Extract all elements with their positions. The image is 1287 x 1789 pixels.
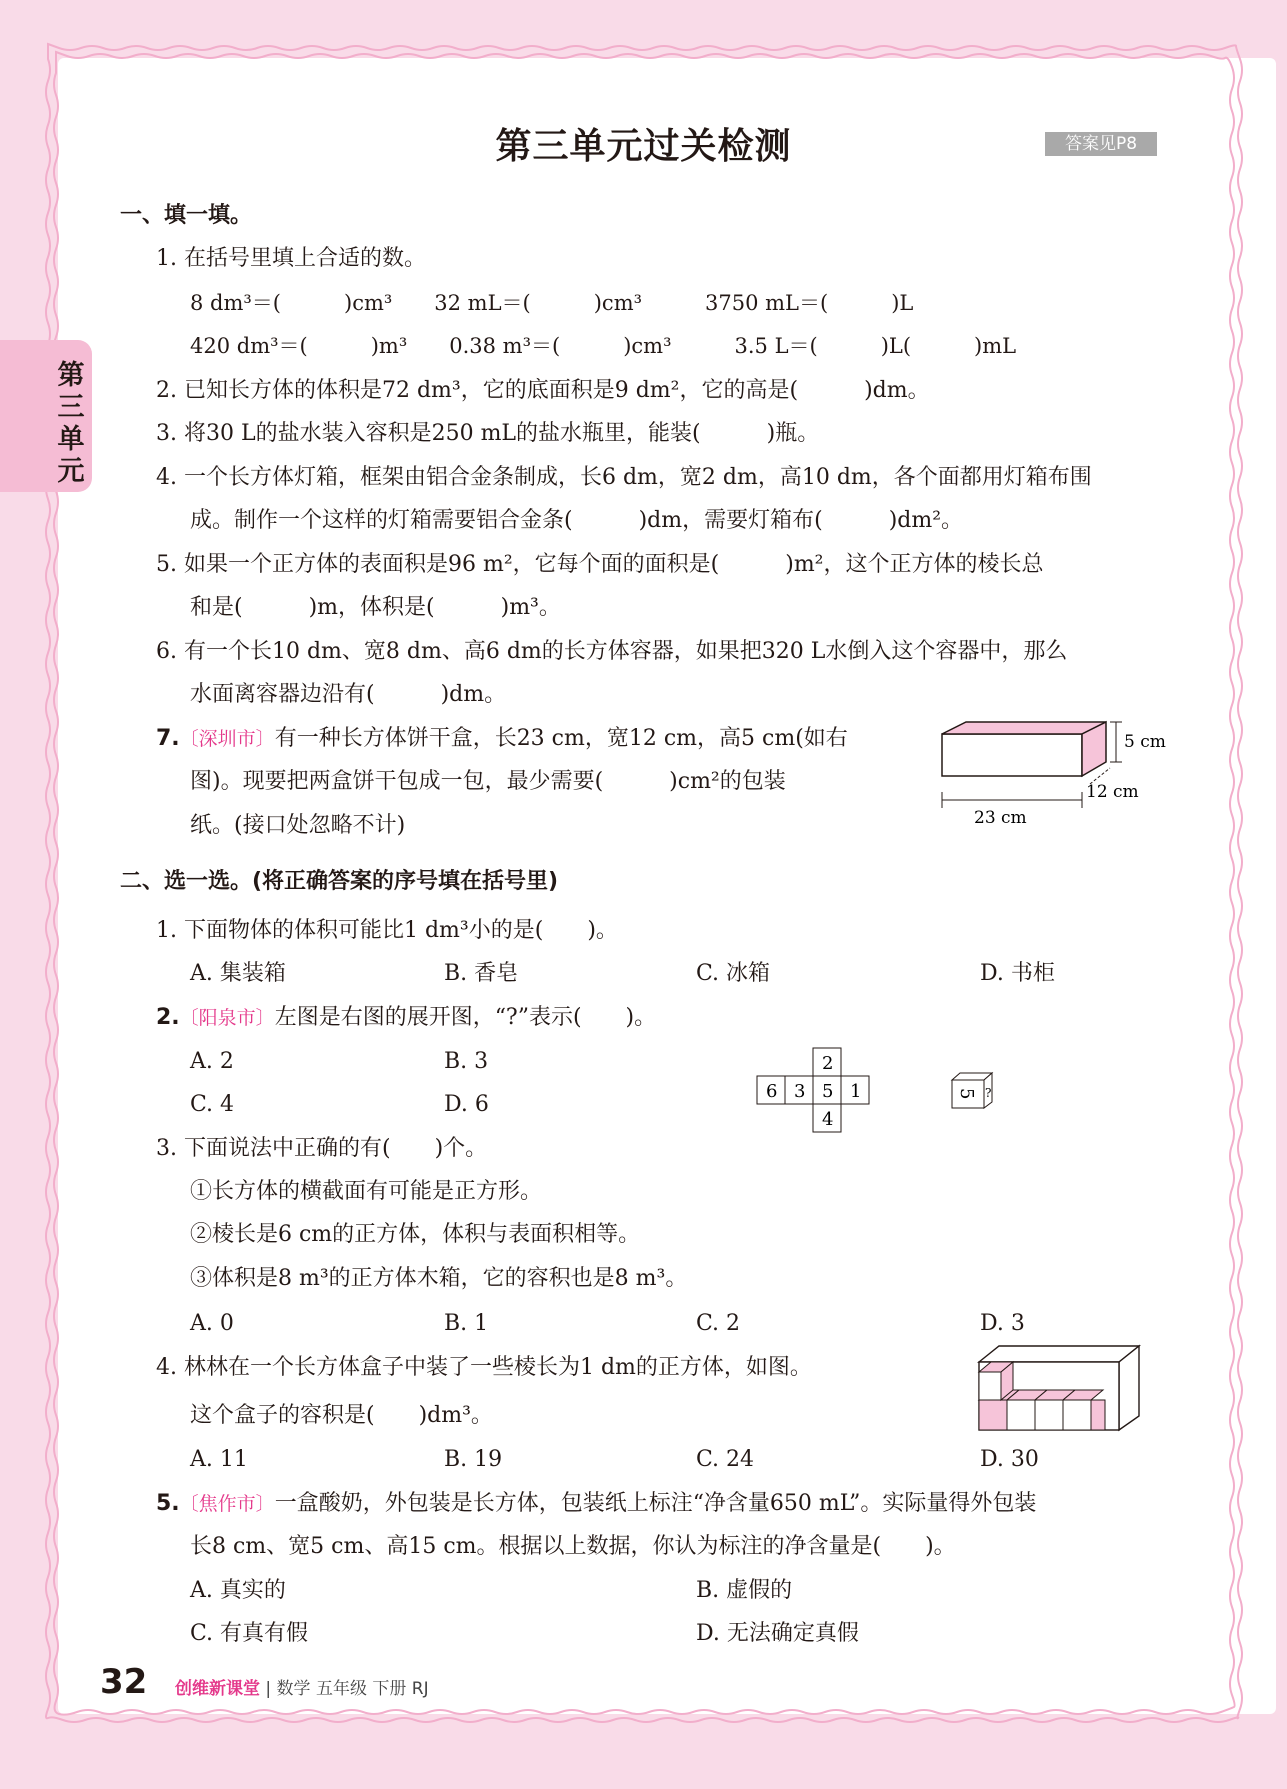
q2-1-option-b: B. 香皂 <box>444 961 519 986</box>
q2-2-number: 2. <box>156 1005 180 1030</box>
q2-1-option-a: A. 集装箱 <box>190 961 286 986</box>
q2-2-option-c: C. 4 <box>190 1092 235 1117</box>
q1-2: 2. 已知长方体的体积是72 dm³，它的底面积是9 dm²，它的高是( )dm。 <box>156 378 930 403</box>
q2-5-line1 <box>156 1489 1036 1519</box>
q2-4-option-c: C. 24 <box>696 1447 755 1472</box>
q2-5-option-b: B. 虚假的 <box>696 1578 793 1603</box>
q2-2-city-tag: 〔阳泉市〕 <box>179 1007 275 1029</box>
box-front-face <box>942 734 1082 776</box>
q1-3: 3. 将30 L的盐水装入容积是250 mL的盐水瓶里，能装( )瓶。 <box>156 421 820 446</box>
q2-5-option-d: D. 无法确定真假 <box>696 1621 859 1646</box>
net-label-top: 2 <box>822 1053 834 1074</box>
width-label: 12 cm <box>1086 782 1139 802</box>
section1-heading: 一、填一填。 <box>120 203 253 228</box>
q1-1-stem: 1. 在括号里填上合适的数。 <box>156 246 426 271</box>
q2-3-stem: 3. 下面说法中正确的有( )个。 <box>156 1136 488 1161</box>
q1-1-row2: 420 dm³＝( )m³ 0.38 m³＝( )cm³ 3.5 L＝( )L( )mL <box>190 334 1017 358</box>
q2-3-option-b: B. 1 <box>444 1311 489 1336</box>
q2-3-option-a: A. 0 <box>190 1311 234 1336</box>
q2-3-item-1: ①长方体的横截面有可能是正方形。 <box>190 1179 543 1204</box>
q1-4-line2: 成。制作一个这样的灯箱需要铝合金条( )dm，需要灯箱布( )dm²。 <box>190 508 964 533</box>
q2-5-number: 5. <box>156 1491 180 1516</box>
q2-3-item-3: ③体积是8 m³的正方体木箱，它的容积也是8 m³。 <box>190 1266 688 1291</box>
q2-4-line1: 4. 林林在一个长方体盒子中装了一些棱长为1 dm的正方体，如图。 <box>156 1355 812 1380</box>
q1-6-line2: 水面离容器边沿有( )dm。 <box>190 682 507 707</box>
height-label: 5 cm <box>1124 732 1166 752</box>
q2-5-option-c: C. 有真有假 <box>190 1621 309 1646</box>
page-title: 第三单元过关检测 <box>495 126 792 167</box>
net-label-3: 5 <box>822 1081 834 1102</box>
net-label-1: 6 <box>766 1081 778 1102</box>
q2-5-option-a: A. 真实的 <box>190 1578 286 1603</box>
cube-side-label: ? <box>985 1086 992 1100</box>
q1-7-line1 <box>156 724 848 754</box>
q1-7-city-tag: 〔深圳市〕 <box>179 728 275 750</box>
biscuit-box-figure <box>930 720 1166 840</box>
net-label-bottom: 4 <box>822 1109 834 1130</box>
q2-1-option-c: C. 冰箱 <box>696 961 771 986</box>
q2-4-line2: 这个盒子的容积是( )dm³。 <box>190 1403 493 1428</box>
footer-brand-name: 创维新课堂 <box>175 1679 260 1699</box>
cube-net-figure <box>755 1046 875 1136</box>
net-label-2: 3 <box>794 1081 806 1102</box>
q1-7-text1: 有一种长方体饼干盒，长23 cm，宽12 cm，高5 cm(如右 <box>274 726 848 751</box>
net-label-4: 1 <box>850 1081 862 1102</box>
cube-front-label: 5 <box>956 1088 977 1100</box>
q2-4-option-a: A. 11 <box>190 1447 248 1472</box>
q2-3-item-2: ②棱长是6 cm的正方体，体积与表面积相等。 <box>190 1222 641 1247</box>
q2-3-option-d: D. 3 <box>980 1311 1025 1336</box>
footer-brand: 创维新课堂 | 数学 五年级 下册 RJ <box>175 1679 429 1699</box>
q2-5-city-tag: 〔焦作市〕 <box>179 1493 275 1515</box>
page-number: 32 <box>100 1662 148 1702</box>
q2-5-text1: 一盒酸奶，外包装是长方体，包装纸上标注“净含量650 mL”。实际量得外包装 <box>274 1491 1037 1516</box>
q2-4-option-b: B. 19 <box>444 1447 503 1472</box>
box-with-cubes-figure <box>975 1342 1145 1434</box>
q2-2-text: 左图是右图的展开图，“?”表示( )。 <box>274 1005 657 1030</box>
box-top-face <box>942 722 1106 734</box>
footer-subject: 数学 五年级 下册 RJ <box>276 1679 429 1699</box>
side-tab-label: 第三单元 <box>57 360 85 487</box>
q2-2-option-b: B. 3 <box>444 1049 489 1074</box>
q2-1-option-d: D. 书柜 <box>980 961 1055 986</box>
q1-7-line3: 纸。(接口处忽略不计) <box>190 813 406 838</box>
q1-5-line2: 和是( )m，体积是( )m³。 <box>190 595 561 620</box>
q2-2-option-a: A. 2 <box>190 1049 234 1074</box>
q1-5-line1: 5. 如果一个正方体的表面积是96 m²，它每个面的面积是( )m²，这个正方体的棱长总 <box>156 552 1044 577</box>
q2-2-stem <box>156 1003 656 1033</box>
q2-5-line2: 长8 cm、宽5 cm、高15 cm。根据以上数据，你认为标注的净含量是( )。 <box>190 1534 956 1559</box>
q1-4-line1: 4. 一个长方体灯箱，框架由铝合金条制成，长6 dm，宽2 dm，高10 dm，各个面都用灯箱布围 <box>156 465 1092 490</box>
length-label: 23 cm <box>974 808 1027 828</box>
q2-1-stem: 1. 下面物体的体积可能比1 dm³小的是( )。 <box>156 918 618 943</box>
q1-6-line1: 6. 有一个长10 dm、宽8 dm、高6 dm的长方体容器，如果把320 L水倒入这个容器中，那么 <box>156 639 1068 664</box>
small-cube-figure <box>950 1070 1000 1112</box>
q2-3-option-c: C. 2 <box>696 1311 741 1336</box>
section2-heading: 二、选一选。(将正确答案的序号填在括号里) <box>120 869 559 894</box>
q2-4-option-d: D. 30 <box>980 1447 1039 1472</box>
q1-7-line2: 图)。现要把两盒饼干包成一包，最少需要( )cm²的包装 <box>190 769 786 794</box>
q1-1-row1: 8 dm³＝( )cm³ 32 mL＝( )cm³ 3750 mL＝( )L <box>190 291 914 315</box>
q1-7-number: 7. <box>156 726 180 751</box>
answer-reference-tag: 答案见P8 <box>1045 132 1157 156</box>
q2-2-option-d: D. 6 <box>444 1092 489 1117</box>
